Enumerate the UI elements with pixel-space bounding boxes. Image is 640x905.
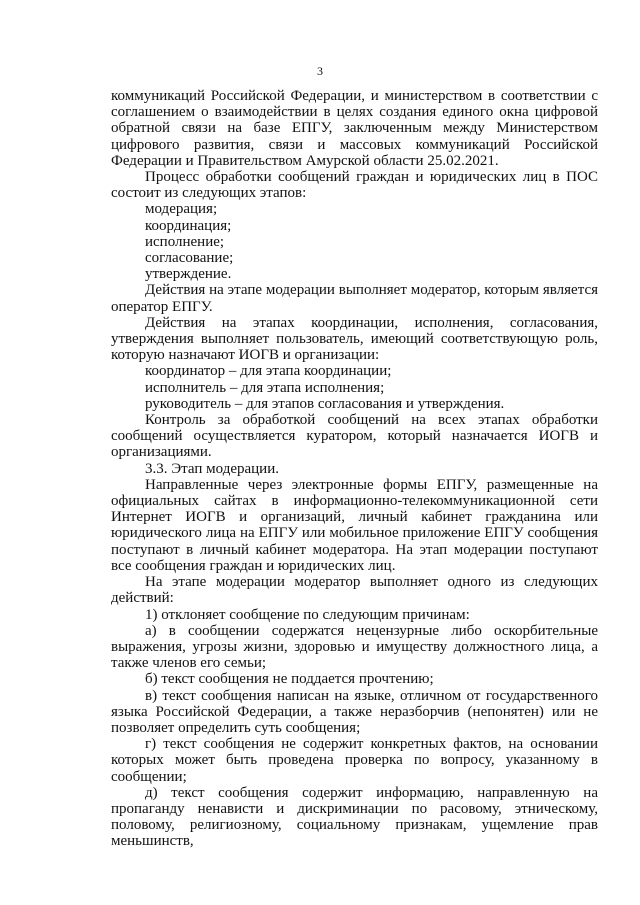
paragraph: 1) отклоняет сообщение по следующим причинам: [145, 606, 470, 623]
list-item: исполнение; [145, 233, 225, 250]
list-item: координация; [145, 217, 232, 234]
paragraph: Действия на этапах координации, исполнения, согласования, утверждения выполняет пользователь, имеющий соответствующую роль, которую назначают ИОГВ и организации: [111, 314, 598, 364]
paragraph: д) текст сообщения содержит информацию, направленную на пропаганду ненависти и дискриминации по расовому, этническому, половому, религиозному, социальному признакам, ущемление прав меньшинств, [111, 784, 598, 850]
paragraph: коммуникаций Российской Федерации, и министерством в соответствии с соглашением о взаимодействии в целях создания единого окна цифровой обратной связи на базе ЕПГУ, заключенным между Министерством цифрового развития, связи и массовых коммуникаций Российской Федерации и Правительством Амурской области 25.02.2021. [111, 88, 598, 169]
paragraph: 3.3. Этап модерации. [145, 460, 279, 477]
paragraph: Действия на этапе модерации выполняет модератор, которым является оператор ЕПГУ. [111, 282, 598, 315]
list-item: руководитель – для этапов согласования и утверждения. [145, 395, 505, 412]
paragraph: в) текст сообщения написан на языке, отличном от государственного языка Российской Федерации, а также неразборчив (непонятен) или не позволяет определить суть сообщения; [111, 687, 598, 736]
page-number: 3 [317, 64, 323, 78]
list-item: исполнитель – для этапа исполнения; [145, 379, 385, 396]
document-body [111, 88, 598, 850]
paragraph: г) текст сообщения не содержит конкретных фактов, на основании которых может быть проведена проверка по вопросу, указанному в сообщении; [111, 736, 598, 785]
paragraph: а) в сообщении содержатся нецензурные либо оскорбительные выражения, угрозы жизни, здоровью и имуществу должностного лица, а также членов его семьи; [111, 622, 598, 672]
paragraph: На этапе модерации модератор выполняет одного из следующих действий: [111, 574, 598, 607]
paragraph: б) текст сообщения не поддается прочтению; [145, 671, 434, 688]
paragraph: Процесс обработки сообщений граждан и юридических лиц в ПОС состоит из следующих этапов: [111, 169, 598, 202]
list-item: координатор – для этапа координации; [145, 363, 392, 380]
list-item: утверждение. [145, 266, 232, 283]
list-item: согласование; [145, 250, 234, 267]
paragraph: Направленные через электронные формы ЕПГУ, размещенные на официальных сайтах в информационно-телекоммуникационной сети Интернет ИОГВ и организаций, личный кабинет гражданина или юридического лица на ЕПГУ или мобильное приложение ЕПГУ сообщения поступают в личный кабинет модератора. На этап модерации поступают все сообщения граждан и юридических лиц. [111, 476, 598, 574]
list-item: модерация; [145, 201, 218, 218]
paragraph: Контроль за обработкой сообщений на всех этапах обработки сообщений осуществляется куратором, который назначается ИОГВ и организациями. [111, 412, 598, 461]
